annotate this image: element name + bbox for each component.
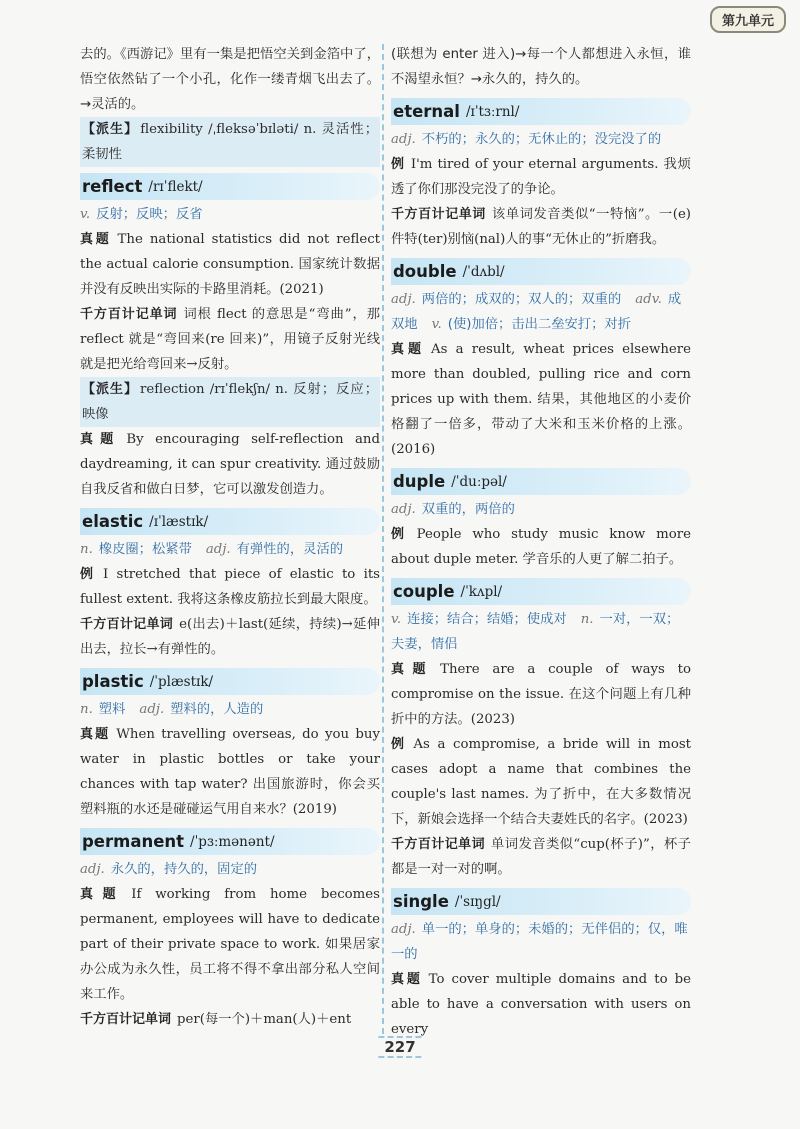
derivative-entry: 【派生】 reflection /rɪˈflekʃn/ n. 反射；反应；映像 — [80, 377, 380, 427]
headword: double — [393, 262, 457, 281]
left-column — [80, 42, 380, 1032]
headword: single — [393, 892, 449, 911]
headword-bar — [391, 468, 691, 495]
example: 真题 If working from home becomes permanent, employees will have to dedicate part of their private space to work. 如果居家办公成为永久性，员工将不得不拿出部分私人空间来工作。 — [80, 887, 380, 1002]
memory-tip: 千方百计记单词 e(出去)＋last(延续，持续)→延伸出去，拉长→有弹性的。 — [80, 617, 380, 657]
entry-duple — [391, 468, 691, 572]
example: 真题 By encouraging self-reflection and daydreaming, it can spur creativity. 通过鼓励自我反省和做白日梦，它可以激发创造力。 — [80, 432, 380, 497]
definition: v. 连接；结合；结婚；使成对 n. 一对，一双；夫妻，情侣 — [391, 612, 680, 652]
headword: elastic — [82, 512, 144, 531]
headword: permanent — [82, 832, 185, 851]
memory-tip: 千方百计记单词 per(每一个)＋man(人)＋ent — [80, 1012, 352, 1027]
example: 例 As a compromise, a bride will in most cases adopt a name that combines the couple's last names. 为了折中，在大多数情况下，新娘会选择一个结合夫妻姓氏的名字。(2023) — [391, 737, 691, 827]
unit-tab: 第九单元 — [710, 6, 786, 33]
column-divider — [382, 44, 384, 1034]
entry-double — [391, 258, 691, 462]
headword-bar — [391, 98, 691, 125]
phonetic: /ˈsɪŋgl/ — [454, 893, 501, 910]
phonetic: /ˈduːpəl/ — [451, 473, 507, 490]
headword-bar — [391, 258, 691, 285]
example: 真题 When travelling overseas, do you buy water in plastic bottles or take your chances with tap water? 出国旅游时，你会买塑料瓶的水还是碰碰运气用自来水？(2019) — [80, 727, 380, 817]
example: 真题 To cover multiple domains and to be able to have a conversation with users on every — [391, 972, 691, 1037]
phonetic: /ˈpɜːmənənt/ — [190, 833, 275, 850]
headword: eternal — [393, 102, 460, 121]
definition: n. 塑料 adj. 塑料的，人造的 — [80, 702, 264, 717]
headword: reflect — [82, 177, 143, 196]
entry-permanent — [80, 828, 380, 1032]
phonetic: /rɪˈflekt/ — [148, 178, 203, 195]
definition: n. 橡皮圈；松紧带 adj. 有弹性的，灵活的 — [80, 542, 344, 557]
headword: plastic — [82, 672, 144, 691]
definition: adj. 双重的，两倍的 — [391, 502, 515, 517]
headword-bar — [80, 668, 380, 695]
phonetic: /ˈdʌbl/ — [462, 263, 505, 280]
memory-tip: 千方百计记单词 词根 flect 的意思是“弯曲”，那 reflect 就是“弯回来(re 回来)”，用镜子反射光线就是把光给弯回来→反射。 — [80, 307, 380, 372]
definition: adj. 单一的；单身的；未婚的；无伴侣的；仅，唯一的 — [391, 922, 688, 962]
page-number: 227 — [378, 1036, 421, 1058]
continued-text: (联想为 enter 进入)→每一个人都想进入永恒，谁不渴望永恒？→永久的，持久的。 — [391, 47, 691, 87]
entry-reflect — [80, 173, 380, 502]
entry-plastic — [80, 668, 380, 822]
headword-bar — [391, 888, 691, 915]
continued-text: 去的。《西游记》里有一集是把悟空关到金箔中了，悟空依然钻了一个小孔，化作一缕青烟飞出去了。→灵活的。 — [80, 47, 380, 112]
example: 例 People who study music know more about duple meter. 学音乐的人更了解二拍子。 — [391, 527, 691, 567]
phonetic: /ɪˈlæstɪk/ — [149, 513, 209, 530]
memory-tip: 千方百计记单词 单词发音类似“cup(杯子)”，杯子都是一对一对的啊。 — [391, 837, 691, 877]
example: 真题 As a result, wheat prices elsewhere more than doubled, pulling rice and corn prices up with them. 结果，其他地区的小麦价格翻了一倍多，带动了大米和玉米价格的上涨。(2016) — [391, 342, 691, 457]
entry-single — [391, 888, 691, 1042]
headword-bar — [80, 828, 380, 855]
headword: couple — [393, 582, 455, 601]
entry-eternal — [391, 98, 691, 252]
definition: adj. 永久的，持久的，固定的 — [80, 862, 258, 877]
definition: v. 反射；反映；反省 — [80, 207, 203, 222]
example: 真题 The national statistics did not reflect the actual calorie consumption. 国家统计数据并没有反映出实际的卡路里消耗。(2021) — [80, 232, 380, 297]
example: 真题 There are a couple of ways to compromise on the issue. 在这个问题上有几种折中的方法。(2023) — [391, 662, 691, 727]
derivative-entry: 【派生】 flexibility /ˌfleksəˈbɪləti/ n. 灵活性；柔韧性 — [80, 117, 380, 167]
memory-tip: 千方百计记单词 该单词发音类似“一特恼”。一(e)件特(ter)别恼(nal)人的事“无休止的”折磨我。 — [391, 207, 691, 247]
headword: duple — [393, 472, 446, 491]
phonetic: /ˈkʌpl/ — [460, 583, 503, 600]
definition: adj. 不朽的；永久的；无休止的；没完没了的 — [391, 132, 662, 147]
definition: adj. 两倍的；成双的；双人的；双重的 adv. 成双地 v. (使)加倍；击出二垒安打；对折 — [391, 292, 682, 332]
phonetic: /ɪˈtɜːrnl/ — [465, 103, 520, 120]
example: 例 I stretched that piece of elastic to its fullest extent. 我将这条橡皮筋拉长到最大限度。 — [80, 567, 380, 607]
phonetic: /ˈplæstɪk/ — [149, 673, 214, 690]
right-column — [391, 42, 691, 1042]
headword-bar — [391, 578, 691, 605]
example: 例 I'm tired of your eternal arguments. 我烦透了你们那没完没了的争论。 — [391, 157, 691, 197]
entry-elastic — [80, 508, 380, 662]
headword-bar — [80, 508, 380, 535]
entry-couple — [391, 578, 691, 882]
headword-bar — [80, 173, 380, 200]
